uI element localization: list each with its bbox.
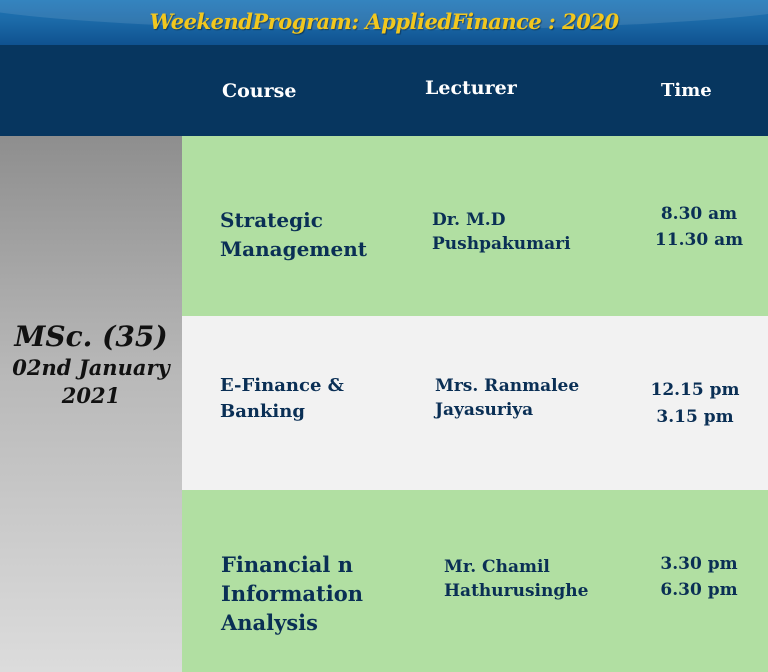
program-title: WeekendProgram: AppliedFinance : 2020 bbox=[149, 9, 619, 34]
program-date-line1: 02nd January bbox=[12, 355, 170, 380]
program-panel bbox=[0, 136, 182, 672]
time-start: 12.15 pm bbox=[650, 380, 740, 400]
time-cell bbox=[634, 201, 764, 253]
program-label bbox=[0, 320, 182, 410]
course-cell bbox=[220, 373, 344, 425]
course-line: Analysis bbox=[221, 610, 318, 635]
lecturer-line: Hathurusinghe bbox=[444, 581, 589, 601]
time-cell bbox=[630, 377, 760, 431]
course-line: Financial n bbox=[221, 552, 353, 577]
time-start: 8.30 am bbox=[660, 204, 738, 224]
time-end: 11.30 am bbox=[654, 230, 744, 250]
time-end: 6.30 pm bbox=[660, 580, 738, 600]
course-cell bbox=[221, 550, 363, 637]
lecturer-cell bbox=[444, 555, 588, 603]
lecturer-cell bbox=[432, 208, 571, 256]
time-cell bbox=[634, 551, 764, 603]
lecturer-cell bbox=[435, 374, 579, 422]
lecturer-line: Pushpakumari bbox=[432, 234, 571, 254]
header-lecturer: Lecturer bbox=[425, 77, 517, 99]
program-date-line2: 2021 bbox=[61, 383, 121, 408]
course-line: Information bbox=[221, 581, 363, 606]
course-line: Banking bbox=[220, 401, 305, 422]
table-row bbox=[182, 136, 768, 316]
lecturer-line: Jayasuriya bbox=[435, 400, 534, 420]
time-start: 3.30 pm bbox=[660, 554, 738, 574]
course-line: Strategic bbox=[220, 208, 323, 232]
header-time: Time bbox=[661, 80, 712, 101]
course-line: Management bbox=[220, 237, 367, 261]
lecturer-line: Mrs. Ranmalee bbox=[435, 376, 580, 396]
lecturer-line: Dr. M.D bbox=[432, 210, 506, 230]
table-header bbox=[0, 45, 768, 136]
title-bar bbox=[0, 0, 768, 45]
program-name: MSc. (35) bbox=[14, 320, 168, 353]
lecturer-line: Mr. Chamil bbox=[444, 557, 550, 577]
header-course: Course bbox=[222, 80, 297, 102]
course-cell bbox=[220, 206, 367, 264]
time-end: 3.15 pm bbox=[656, 407, 734, 427]
table-row bbox=[182, 490, 768, 672]
table-row bbox=[182, 316, 768, 490]
course-line: E-Finance & bbox=[220, 375, 344, 396]
